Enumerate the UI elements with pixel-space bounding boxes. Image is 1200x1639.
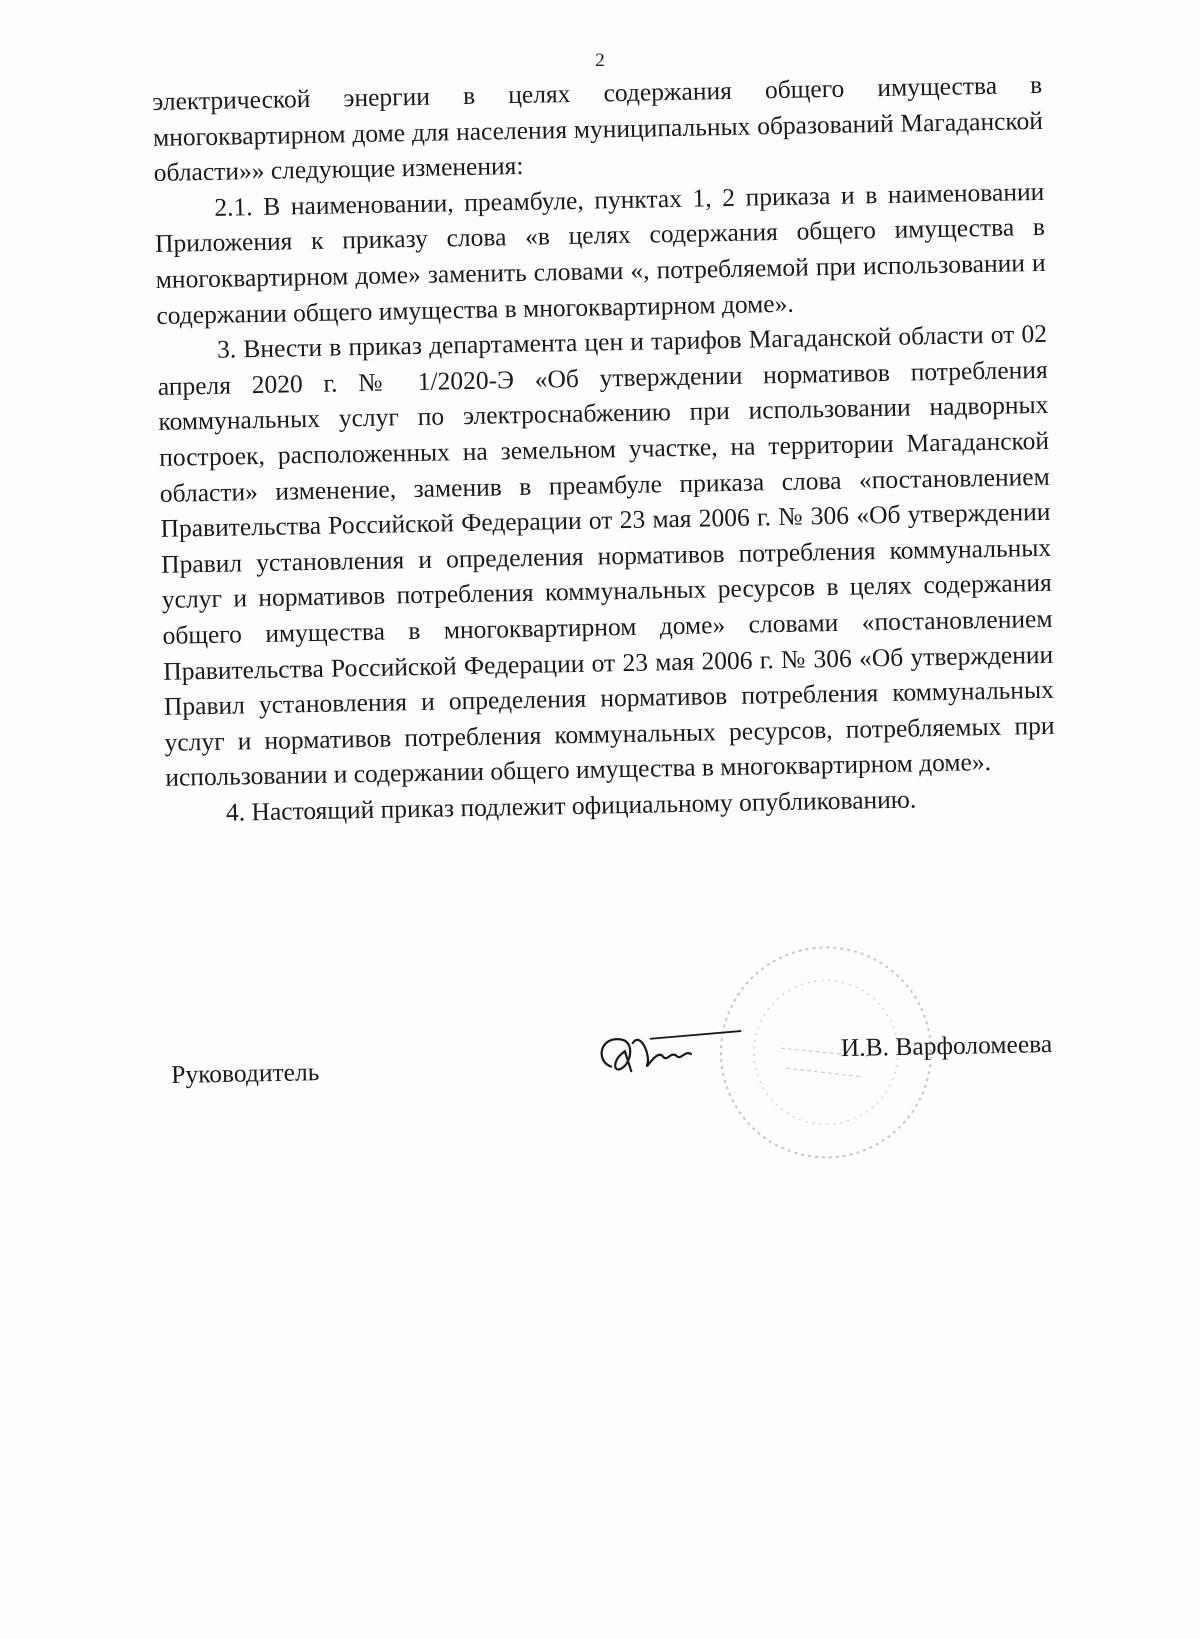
handwritten-signature-icon (590, 1019, 751, 1082)
paragraph-continuation: электрической энергии в целях содержания общего имущества в многоквартирном доме для населения муниципальных образований Магаданской области»» следующие изменения: (152, 69, 1044, 188)
paragraph-3: 3. Внести в приказ департамента цен и тарифов Магаданской области от 02 апреля 2020 г. № 1/2020-Э «Об утверждении нормативов потребления коммунальных услуг по электроснабжению при использовании надворных построек, расположенных на земельном участке, на территории Магаданской области» изменение, заменив в преамбуле приказа слова «постановлением Правительства Российской Федерации от 23 мая 2006 г. № 306 «Об утверждении Правил установления и определения нормативов потребления коммунальных услуг и нормативов потребления коммунальных ресурсов в целях содержания общего имущества в многоквартирном доме» словами «постановлением Правительства Российской Федерации от 23 мая 2006 г. № 306 «Об утверждении Правил установления и определения нормативов потребления коммунальных услуг и нормативов потребления коммунальных ресурсов, потребляемых при использовании и содержании общего имущества в многоквартирном доме». (157, 319, 1055, 793)
paragraph-4: 4. Настоящий приказ подлежит официальному опубликованию. (225, 784, 917, 827)
signatory-name: И.В. Варфоломеева (840, 1029, 1053, 1063)
document-body (152, 67, 1056, 831)
signature-block (170, 992, 1093, 1170)
paragraph-2-1: 2.1. В наименовании, преамбуле, пунктах 1, 2 приказа и в наименовании Приложения к приказу слова «в целях содержания общего имущества в многоквартирном доме» заменить словами «, потребляемой при использовании и содержании общего имущества в многоквартирном доме». (154, 176, 1046, 330)
signatory-title: Руководитель (170, 1057, 320, 1089)
page-number: 2 (595, 50, 605, 71)
